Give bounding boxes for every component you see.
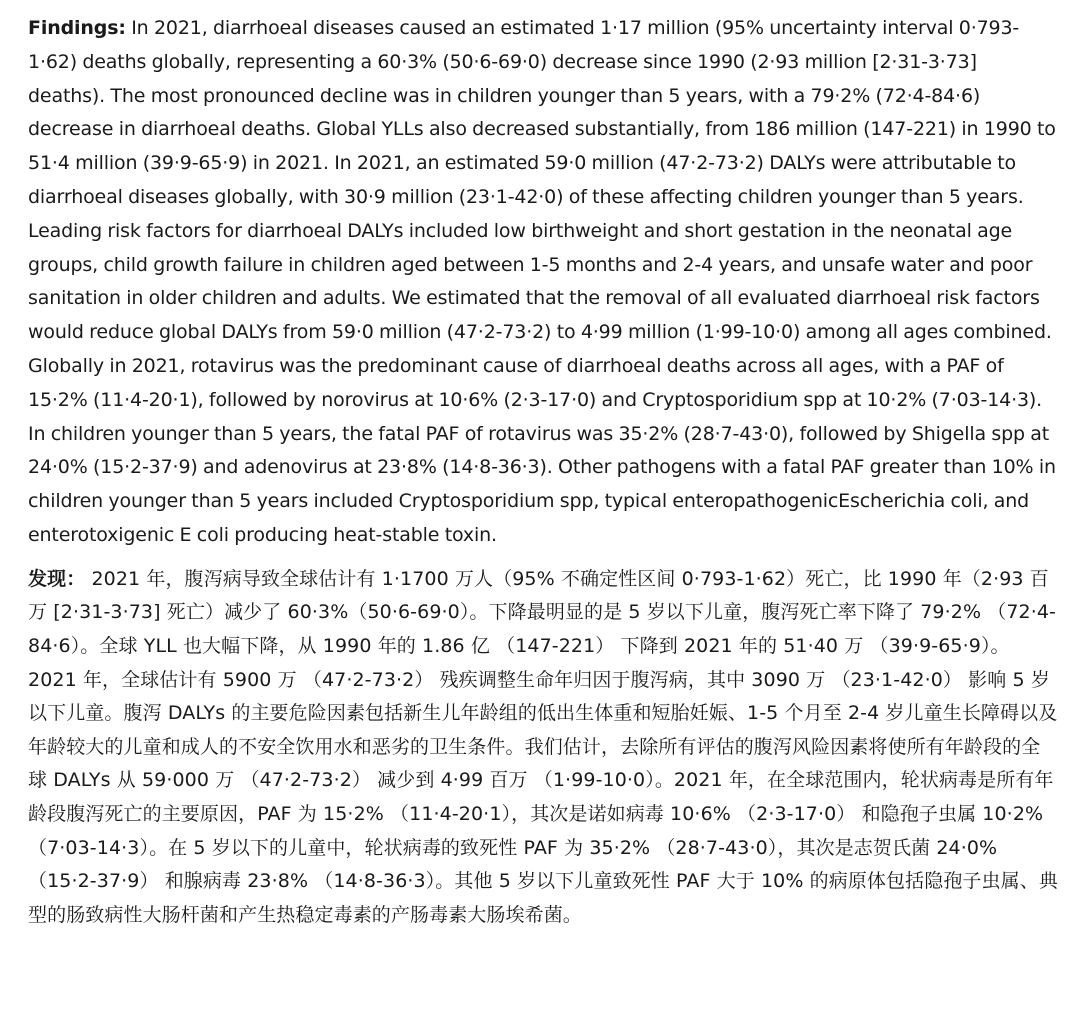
findings-text-english: In 2021, diarrhoeal diseases caused an estimated 1·17 million (95% uncertainty interval 0·793-1·62) deaths globally, representing a 60·3% (50·6-69·0) decrease since 1990 (2·93 million [2·31-3·73] deaths). The most pronounced decline was in children younger than 5 years, with a 79·2% (72·4-84·6) decrease in diarrhoeal deaths. Global YLLs also decreased substantially, from 186 million (147-221) in 1990 to 51·4 million (39·9-65·9) in 2021. In 2021, an estimated 59·0 million (47·2-73·2) DALYs were attributable to diarrhoeal diseases globally, with 30·9 million (23·1-42·0) of these affecting children younger than 5 years. Leading risk factors for diarrhoeal DALYs included low birthweight and short gestation in the neonatal age groups, child growth failure in children aged between 1-5 months and 2-4 years, and unsafe water and poor sanitation in older children and adults. We estimated that the removal of all evaluated diarrhoeal risk factors would reduce global DALYs from 59·0 million (47·2-73·2) to 4·99 million (1·99-10·0) among all ages combined. Globally in 2021, rotavirus was the predominant cause of diarrhoeal deaths across all ages, with a PAF of 15·2% (11·4-20·1), followed by norovirus at 10·6% (2·3-17·0) and Cryptosporidium spp at 10·2% (7·03-14·3). In children younger than 5 years, the fatal PAF of rotavirus was 35·2% (28·7-43·0), followed by Shigella spp at 24·0% (15·2-37·9) and adenovirus at 23·8% (14·8-36·3). Other pathogens with a fatal PAF greater than 10% in children younger than 5 years included Cryptosporidium spp, typical enteropathogenicEscherichia coli, and enterotoxigenic E coli producing heat-stable toxin.	[28, 17, 1056, 546]
findings-paragraph-chinese	[28, 563, 1058, 933]
findings-label-english: Findings:	[28, 17, 126, 39]
findings-paragraph-english	[28, 12, 1058, 553]
findings-text-chinese: 2021 年，腹泻病导致全球估计有 1·1700 万人（95% 不确定性区间 0·793-1·62）死亡，比 1990 年（2·93 百万 [2·31-3·73] 死亡）减少了 60·3%（50·6-69·0）。下降最明显的是 5 岁以下儿童，腹泻死亡率下降了 79·2% （72·4-84·6）。全球 YLL 也大幅下降，从 1990 年的 1.86 亿 （147-221） 下降到 2021 年的 51·40 万 （39·9-65·9）。2021 年，全球估计有 5900 万 （47·2-73·2） 残疾调整生命年归因于腹泻病，其中 3090 万 （23·1-42·0） 影响 5 岁以下儿童。腹泻 DALYs 的主要危险因素包括新生儿年龄组的低出生体重和短胎妊娠、1-5 个月至 2-4 岁儿童生长障碍以及年龄较大的儿童和成人的不安全饮用水和恶劣的卫生条件。我们估计，去除所有评估的腹泻风险因素将使所有年龄段的全球 DALYs 从 59·000 万 （47·2-73·2） 减少到 4·99 百万 （1·99-10·0）。2021 年，在全球范围内，轮状病毒是所有年龄段腹泻死亡的主要原因，PAF 为 15·2% （11·4-20·1），其次是诺如病毒 10·6% （2·3-17·0） 和隐孢子虫属 10·2% （7·03-14·3）。在 5 岁以下的儿童中，轮状病毒的致死性 PAF 为 35·2% （28·7-43·0），其次是志贺氏菌 24·0% （15·2-37·9） 和腺病毒 23·8% （14·8-36·3）。其他 5 岁以下儿童致死性 PAF 大于 10% 的病原体包括隐孢子虫属、典型的肠致病性大肠杆菌和产生热稳定毒素的产肠毒素大肠埃希菌。	[28, 567, 1058, 926]
findings-label-chinese: 发现：	[28, 567, 86, 590]
